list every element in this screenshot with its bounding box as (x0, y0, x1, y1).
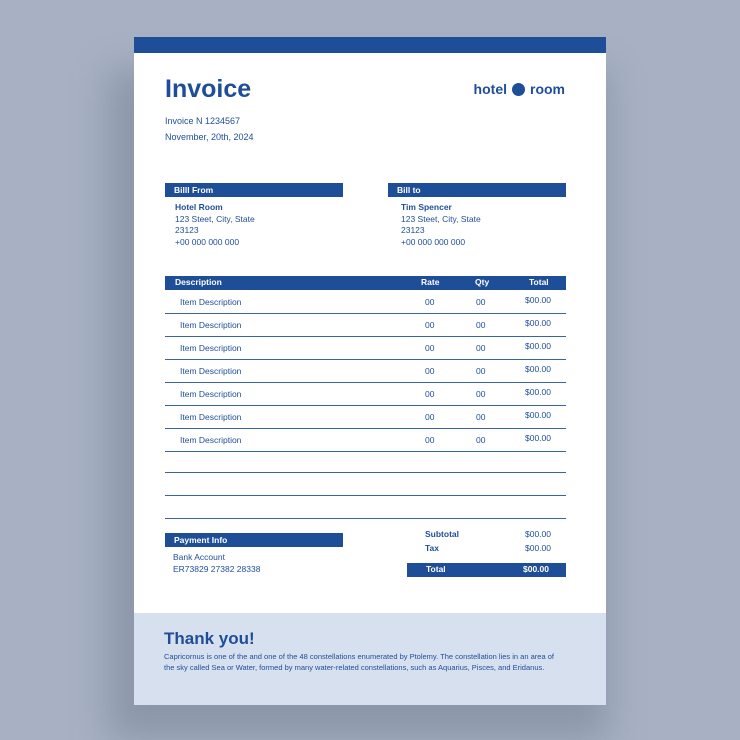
invoice-number: Invoice N 1234567 (165, 116, 241, 126)
bill-to-zip: 23123 (401, 225, 425, 235)
row-rate: 00 (425, 389, 435, 399)
subtotal-label: Subtotal (425, 529, 459, 539)
brand-logo (474, 81, 565, 97)
tax-label: Tax (425, 543, 440, 553)
table-row (165, 428, 566, 452)
bill-from-name: Hotel Room (175, 202, 223, 212)
row-rate: 00 (425, 320, 435, 330)
row-description: Item Description (180, 297, 242, 307)
table-row (165, 359, 566, 383)
total-value: $00.00 (523, 564, 549, 574)
row-rate: 00 (425, 343, 435, 353)
bill-to-street: 123 Steet, City, State (401, 213, 481, 224)
row-qty: 00 (476, 297, 486, 307)
row-total: $00.00 (525, 387, 551, 397)
header-rate: Rate (421, 277, 440, 287)
row-description: Item Description (180, 412, 242, 422)
brand-dot-icon (512, 83, 525, 96)
brand-word-right: room (530, 81, 565, 97)
row-total: $00.00 (525, 410, 551, 420)
row-qty: 00 (476, 343, 486, 353)
table-row (165, 405, 566, 429)
row-qty: 00 (476, 320, 486, 330)
row-qty: 00 (476, 389, 486, 399)
total-bar (407, 563, 566, 577)
empty-row-divider (165, 518, 566, 519)
bill-from-street: 123 Steet, City, State (175, 213, 255, 224)
row-rate: 00 (425, 435, 435, 445)
row-total: $00.00 (525, 433, 551, 443)
top-accent-bar (134, 37, 606, 53)
tax-value: $00.00 (525, 543, 551, 553)
row-total: $00.00 (525, 364, 551, 374)
row-description: Item Description (180, 366, 242, 376)
header-description: Description (175, 277, 222, 287)
row-total: $00.00 (525, 341, 551, 351)
total-label: Total (426, 564, 446, 574)
empty-row-divider (165, 495, 566, 496)
thank-you-footer (134, 613, 606, 705)
items-table-header (165, 276, 566, 290)
row-rate: 00 (425, 297, 435, 307)
table-row (165, 290, 566, 314)
bank-account-number: ER73829 27382 28338 (173, 563, 261, 574)
bill-to-name: Tim Spencer (401, 202, 452, 212)
brand-word-left: hotel (473, 81, 507, 97)
row-description: Item Description (180, 389, 242, 399)
bill-from-zip: 23123 (175, 225, 199, 235)
subtotal-value: $00.00 (525, 529, 551, 539)
bill-to-phone: +00 000 000 000 (401, 236, 466, 247)
row-rate: 00 (425, 412, 435, 422)
header-qty: Qty (475, 277, 490, 287)
row-qty: 00 (476, 412, 486, 422)
bill-from-phone: +00 000 000 000 (175, 236, 240, 247)
invoice-page (134, 37, 606, 705)
row-qty: 00 (476, 435, 486, 445)
row-description: Item Description (180, 435, 242, 445)
thank-you-heading: Thank you! (164, 629, 255, 648)
empty-row-divider (165, 472, 566, 473)
row-description: Item Description (180, 320, 242, 330)
payment-details (173, 552, 260, 575)
row-total: $00.00 (525, 318, 551, 328)
table-row (165, 336, 566, 360)
bank-account-label: Bank Account (173, 552, 225, 562)
invoice-date: November, 20th, 2024 (165, 132, 254, 142)
row-total: $00.00 (525, 295, 551, 305)
bill-from-address (175, 202, 255, 248)
row-qty: 00 (476, 366, 486, 376)
header-total: Total (529, 277, 549, 287)
row-rate: 00 (425, 366, 435, 376)
table-row (165, 382, 566, 406)
footer-text: Capricornus is one of the and one of the 48 constellations enumerated by Ptolemy. The constellation lies in an area of the sky called Sea or Water, formed by many water-related constellations, such as Aquarius, Pisces, and Eridanus. (164, 652, 554, 672)
invoice-title: Invoice (165, 75, 252, 103)
payment-info-label: Payment Info (165, 533, 343, 547)
bill-to-label: Bill to (388, 183, 566, 197)
bill-to-address (401, 202, 481, 248)
table-row (165, 313, 566, 337)
row-description: Item Description (180, 343, 242, 353)
bill-from-label: Billl From (165, 183, 343, 197)
